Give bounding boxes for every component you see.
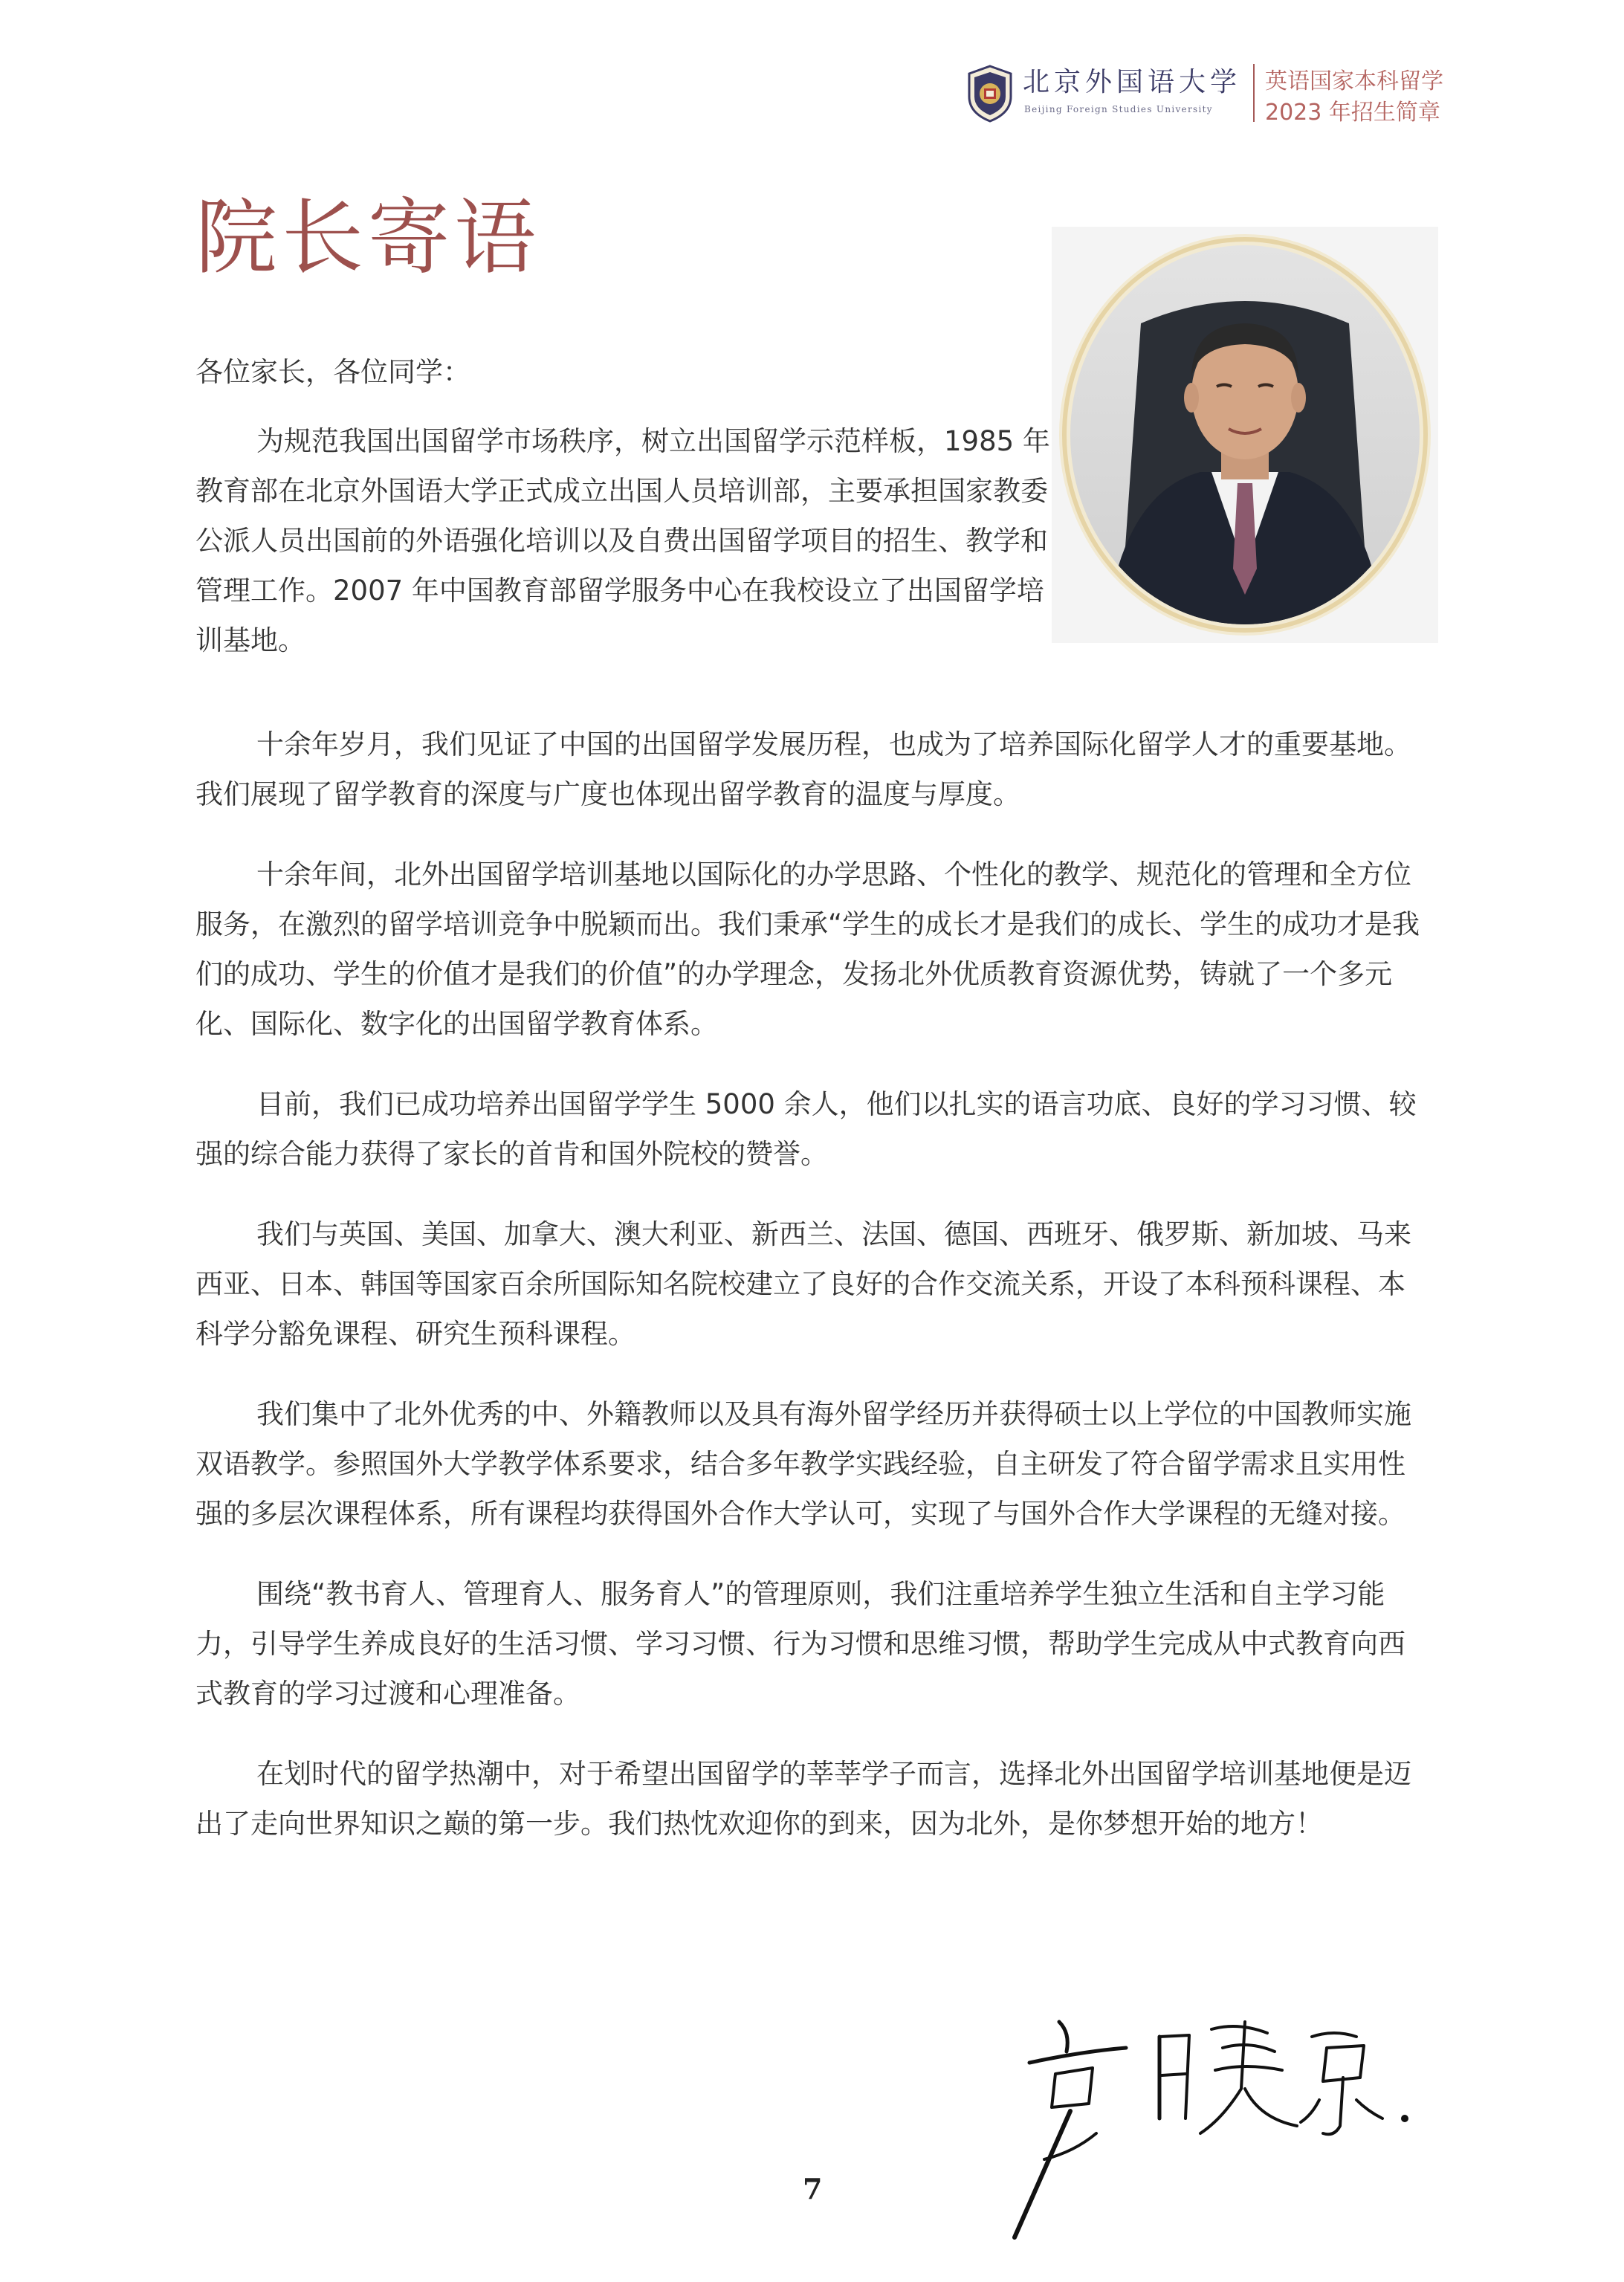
header-divider bbox=[1253, 64, 1255, 122]
paragraph-6: 我们集中了北外优秀的中、外籍教师以及具有海外留学经历并获得硕士以上学位的中国教师实施双语教学。参照国外大学教学体系要求，结合多年教学实践经验，自主研发了符合留学需求且实用性强的多层次课程体系，所有课程均获得国外合作大学认可，实现了与国外合作大学课程的无缝对接。 bbox=[195, 1398, 1411, 1530]
letter-body bbox=[195, 720, 1429, 1879]
paragraph-8: 在划时代的留学热潮中，对于希望出国留学的莘莘学子而言，选择北外出国留学培训基地便是迈出了走向世界知识之巅的第一步。我们热忱欢迎你的到来，因为北外，是你梦想开始的地方！ bbox=[195, 1758, 1411, 1840]
paragraph-7: 围绕“教书育人、管理育人、服务育人”的管理原则，我们注重培养学生独立生活和自主学习能力，引导学生养成良好的生活习惯、学习习惯、行为习惯和思维习惯，帮助学生完成从中式教育向西式教育的学习过渡和心理准备。 bbox=[195, 1578, 1405, 1710]
dean-signature bbox=[1000, 2007, 1431, 2245]
university-name-en: Beijing Foreign Studies University bbox=[1024, 104, 1213, 114]
university-name-cn: 北京外国语大学 bbox=[1023, 67, 1242, 97]
paragraph-3: 十余年间，北外出国留学培训基地以国际化的办学思路、个性化的教学、规范化的管理和全方位服务，在激烈的留学培训竞争中脱颖而出。我们秉承“学生的成长才是我们的成长、学生的成功才是我们的成功、学生的价值才是我们的价值”的办学理念，发扬北外优质教育资源优势，铸就了一个多元化、国际化、数字化的出国留学教育体系。 bbox=[195, 859, 1420, 1040]
paragraph-2: 十余年岁月，我们见证了中国的出国留学发展历程，也成为了培养国际化留学人才的重要基地。我们展现了留学教育的深度与广度也体现出留学教育的温度与厚度。 bbox=[195, 728, 1411, 810]
page-header bbox=[966, 59, 1486, 134]
program-title: 英语国家本科留学 bbox=[1265, 68, 1443, 94]
dean-portrait bbox=[1052, 227, 1438, 643]
program-year: 2023 年招生简章 bbox=[1265, 100, 1440, 126]
paragraph-5: 我们与英国、美国、加拿大、澳大利亚、新西兰、法国、德国、西班牙、俄罗斯、新加坡、马来西亚、日本、韩国等国家百余所国际知名院校建立了良好的合作交流关系，开设了本科预科课程、本科学分豁免课程、研究生预科课程。 bbox=[195, 1218, 1411, 1350]
greeting: 各位家长，各位同学： bbox=[195, 356, 470, 388]
page-title: 院长寄语 bbox=[195, 190, 540, 285]
page-number: 7 bbox=[803, 2172, 823, 2205]
bfsu-emblem-icon bbox=[966, 64, 1014, 123]
paragraph-1: 为规范我国出国留学市场秩序，树立出国留学示范样板，1985 年教育部在北京外国语大学正式成立出国人员培训部，主要承担国家教委公派人员出国前的外语强化培训以及自费出国留学项目的招生、教学和管理工作。2007 年中国教育部留学服务中心在我校设立了出国留学培训基地。 bbox=[195, 425, 1050, 656]
paragraph-4: 目前，我们已成功培养出国留学学生 5000 余人，他们以扎实的语言功底、良好的学习习惯、较强的综合能力获得了家长的首肯和国外院校的赞誉。 bbox=[195, 1088, 1417, 1170]
